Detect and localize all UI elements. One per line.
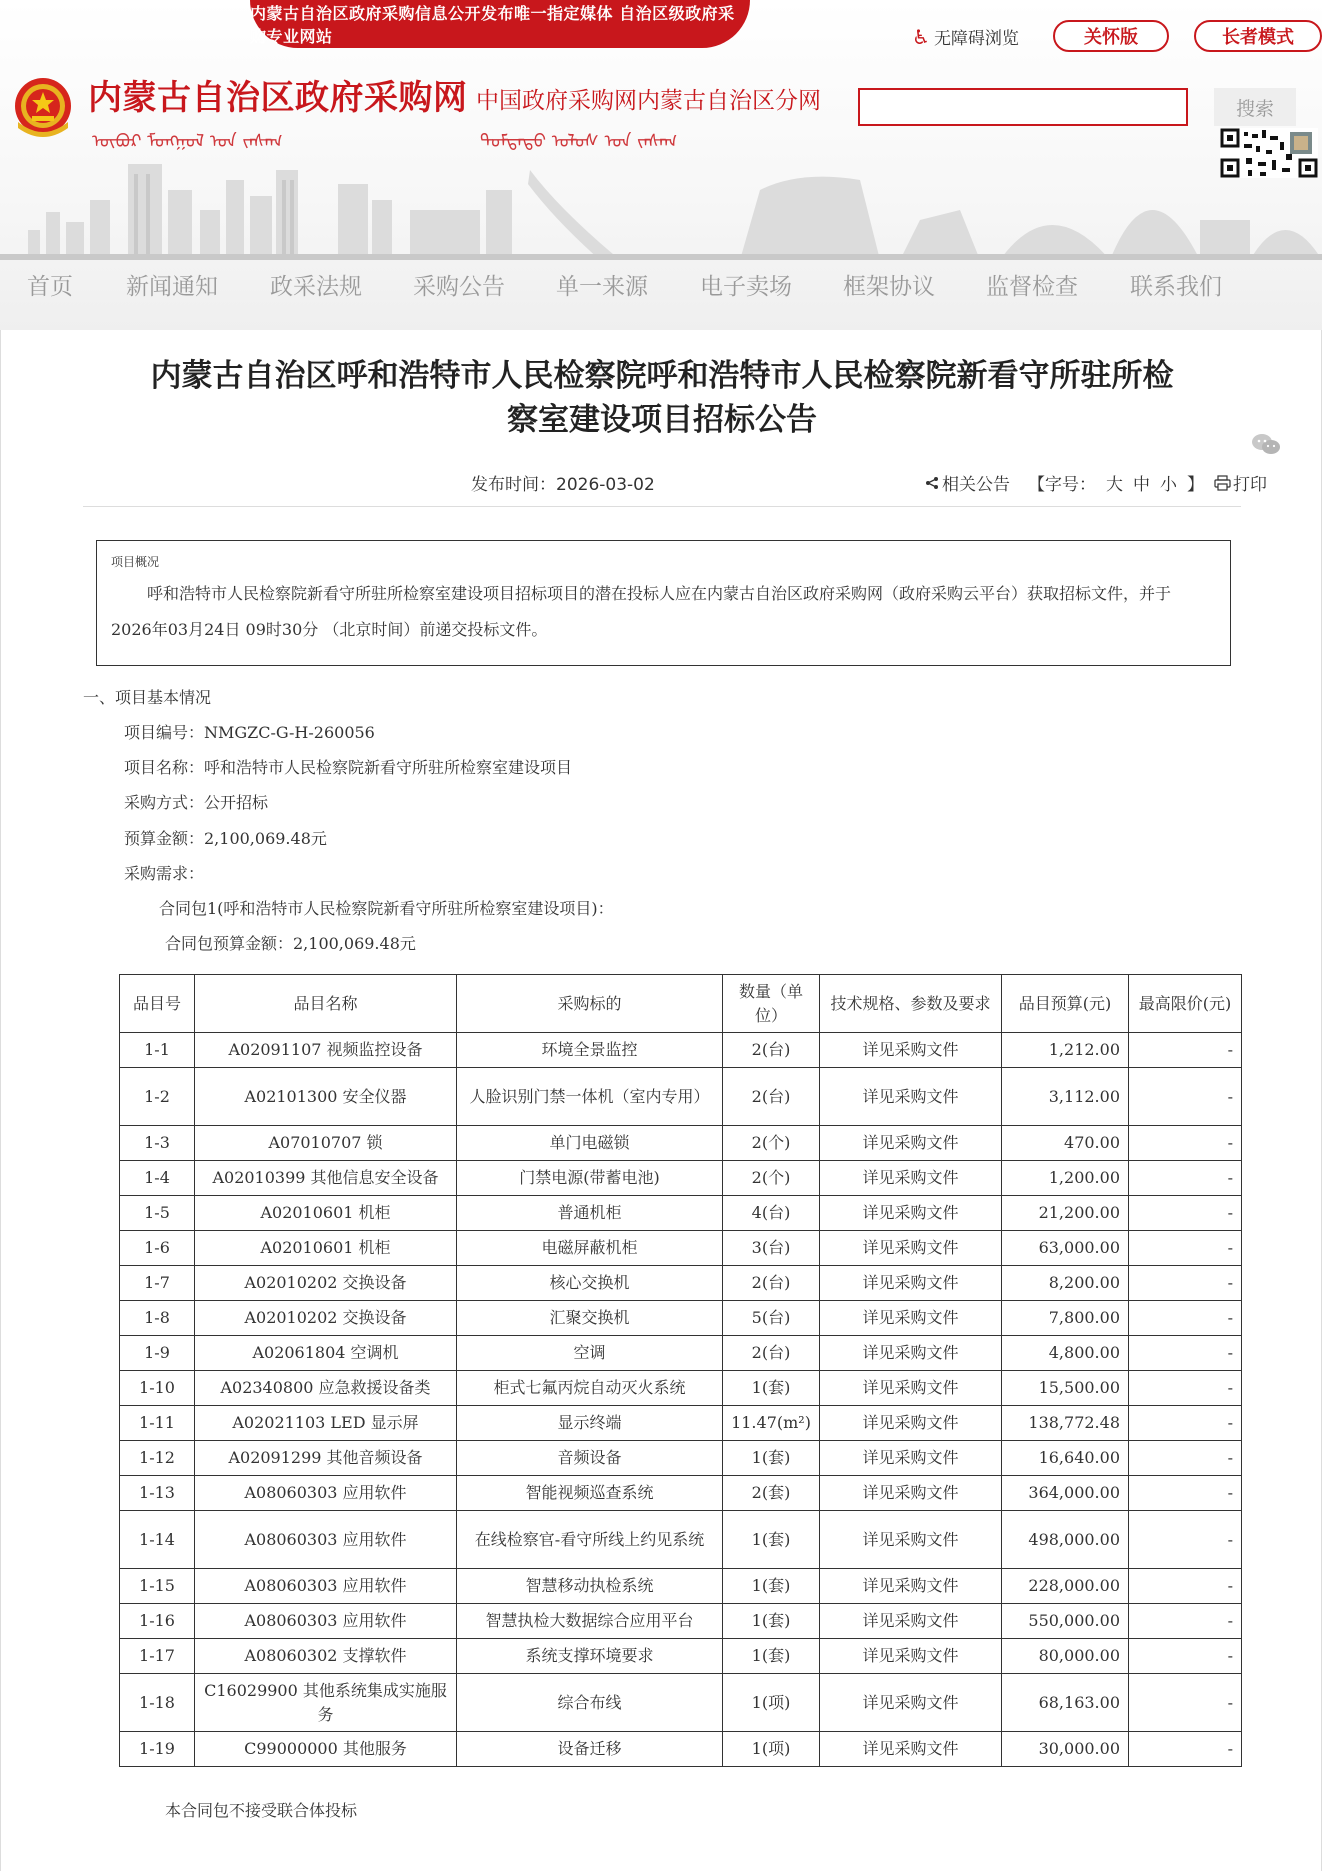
nav-framework[interactable]: 框架协议 [843, 273, 935, 300]
header-budget: 品目预算(元) [1002, 975, 1129, 1033]
cell-item-no: 1-2 [120, 1068, 195, 1126]
joint-bid-note: 本合同包不接受联合体投标 [165, 1801, 358, 1820]
title-divider [83, 506, 1241, 507]
cell-budget: 470.00 [1002, 1126, 1129, 1161]
cell-spec: 详见采购文件 [820, 1604, 1002, 1639]
cell-budget: 4,800.00 [1002, 1336, 1129, 1371]
cell-quantity: 1(套) [723, 1604, 820, 1639]
cell-item-name: C99000000 其他服务 [195, 1732, 457, 1767]
cell-item-no: 1-6 [120, 1231, 195, 1266]
project-number: 项目编号：NMGZC-G-H-260056 [124, 723, 375, 742]
cell-budget: 228,000.00 [1002, 1569, 1129, 1604]
cell-max-price: - [1129, 1441, 1242, 1476]
cell-target: 电磁屏蔽机柜 [457, 1231, 723, 1266]
cell-item-no: 1-18 [120, 1674, 195, 1732]
article-title-line2: 察室建设项目招标公告 [507, 402, 817, 438]
publish-time: 发布时间：2026-03-02 [471, 475, 655, 495]
cell-quantity: 5(台) [723, 1301, 820, 1336]
cell-item-name: A02101300 安全仪器 [195, 1068, 457, 1126]
nav-e-mall[interactable]: 电子卖场 [700, 273, 792, 300]
cell-max-price: - [1129, 1476, 1242, 1511]
cell-target: 智慧移动执检系统 [457, 1569, 723, 1604]
cell-item-no: 1-11 [120, 1406, 195, 1441]
cell-spec: 详见采购文件 [820, 1126, 1002, 1161]
header-item-no: 品目号 [120, 975, 195, 1033]
cell-target: 汇聚交换机 [457, 1301, 723, 1336]
cell-budget: 68,163.00 [1002, 1674, 1129, 1732]
cell-max-price: - [1129, 1301, 1242, 1336]
cell-spec: 详见采购文件 [820, 1371, 1002, 1406]
cell-item-no: 1-1 [120, 1033, 195, 1068]
cell-spec: 详见采购文件 [820, 1196, 1002, 1231]
table-row [120, 1068, 1242, 1126]
cell-target: 核心交换机 [457, 1266, 723, 1301]
cell-budget: 1,212.00 [1002, 1033, 1129, 1068]
table-row [120, 1674, 1242, 1732]
cell-item-no: 1-16 [120, 1604, 195, 1639]
table-row [120, 1126, 1242, 1161]
printer-icon [1214, 475, 1231, 491]
table-row [120, 1371, 1242, 1406]
nav-regulations[interactable]: 政采法规 [270, 273, 362, 300]
cell-spec: 详见采购文件 [820, 1732, 1002, 1767]
table-header-row [120, 975, 1242, 1033]
table-row [120, 1033, 1242, 1068]
cell-target: 普通机柜 [457, 1196, 723, 1231]
section-basic-info: 一、项目基本情况 [83, 688, 212, 707]
project-name: 项目名称：呼和浩特市人民检察院新看守所驻所检察室建设项目 [124, 758, 573, 777]
header-target: 采购标的 [457, 975, 723, 1033]
nav-single-source[interactable]: 单一来源 [556, 273, 648, 300]
cell-max-price: - [1129, 1126, 1242, 1161]
site-subtitle: 中国政府采购网内蒙古自治区分网 [476, 88, 821, 114]
main-nav [0, 262, 1322, 306]
cell-spec: 详见采购文件 [820, 1674, 1002, 1732]
top-banner: 内蒙古自治区政府采购信息公开发布唯一指定媒体 自治区级政府采购专业网站 [250, 0, 750, 48]
cell-quantity: 2(套) [723, 1476, 820, 1511]
table-row [120, 1266, 1242, 1301]
cell-quantity: 2(个) [723, 1161, 820, 1196]
header-item-name: 品目名称 [195, 975, 457, 1033]
cell-item-no: 1-3 [120, 1126, 195, 1161]
font-size-label: 【字号： [1028, 475, 1096, 495]
cell-item-name: C16029900 其他系统集成实施服务 [195, 1674, 457, 1732]
cell-quantity: 2(台) [723, 1266, 820, 1301]
print-label: 打印 [1233, 475, 1267, 495]
accessibility-link[interactable] [912, 24, 1019, 49]
cell-item-name: A07010707 锁 [195, 1126, 457, 1161]
cell-item-no: 1-14 [120, 1511, 195, 1569]
cell-item-name: A02021103 LED 显示屏 [195, 1406, 457, 1441]
cell-max-price: - [1129, 1371, 1242, 1406]
cell-quantity: 1(套) [723, 1511, 820, 1569]
nav-home[interactable]: 首页 [27, 273, 73, 300]
cell-max-price: - [1129, 1639, 1242, 1674]
cell-item-name: A02010399 其他信息安全设备 [195, 1161, 457, 1196]
cell-budget: 1,200.00 [1002, 1161, 1129, 1196]
table-row [120, 1732, 1242, 1767]
table-row [120, 1569, 1242, 1604]
cell-spec: 详见采购文件 [820, 1336, 1002, 1371]
cell-max-price: - [1129, 1266, 1242, 1301]
cell-quantity: 1(套) [723, 1371, 820, 1406]
summary-text: 呼和浩特市人民检察院新看守所驻所检察室建设项目招标项目的潜在投标人应在内蒙古自治区政府采购网（政府采购云平台）获取招标文件，并于 2026年03月24日 09时30分 （北京时间）前递交投标文件。 [111, 584, 1172, 639]
cell-quantity: 1(项) [723, 1674, 820, 1732]
cell-budget: 21,200.00 [1002, 1196, 1129, 1231]
cell-item-name: A02091299 其他音频设备 [195, 1441, 457, 1476]
cell-item-no: 1-7 [120, 1266, 195, 1301]
cell-item-name: A02010202 交换设备 [195, 1301, 457, 1336]
header-max-price: 最高限价(元) [1129, 975, 1242, 1033]
search-button[interactable]: 搜索 [1214, 88, 1296, 126]
cell-item-name: A08060302 支撑软件 [195, 1639, 457, 1674]
nav-supervision[interactable]: 监督检查 [986, 273, 1078, 300]
cell-item-no: 1-15 [120, 1569, 195, 1604]
accessibility-label: 无障碍浏览 [933, 29, 1019, 49]
summary-label: 项目概况 [111, 555, 160, 569]
procurement-items-table [119, 974, 1242, 1767]
cell-quantity: 2(台) [723, 1068, 820, 1126]
mongolian-title: ᠥᠪᠥᠷ ᠮᠣᠩᠭᠣᠯ ᠤᠨ ᠵᠠᠰᠠᠭ [92, 131, 283, 152]
cell-target: 环境全景监控 [457, 1033, 723, 1068]
cell-spec: 详见采购文件 [820, 1406, 1002, 1441]
cell-spec: 详见采购文件 [820, 1441, 1002, 1476]
cell-quantity: 1(套) [723, 1441, 820, 1476]
cell-target: 显示终端 [457, 1406, 723, 1441]
nav-news[interactable]: 新闻通知 [126, 273, 218, 300]
table-row [120, 1441, 1242, 1476]
cell-item-name: A08060303 应用软件 [195, 1569, 457, 1604]
print-link[interactable] [1214, 470, 1267, 495]
table-row [120, 1604, 1242, 1639]
procurement-demand: 采购需求： [124, 864, 205, 883]
cell-max-price: - [1129, 1161, 1242, 1196]
header-quantity: 数量（单位） [723, 975, 820, 1033]
cell-item-name: A02010601 机柜 [195, 1196, 457, 1231]
cell-item-no: 1-5 [120, 1196, 195, 1231]
cell-target: 在线检察官-看守所线上约见系统 [457, 1511, 723, 1569]
national-emblem-icon [10, 72, 76, 142]
share-icon [925, 476, 939, 490]
cell-quantity: 3(台) [723, 1231, 820, 1266]
cell-budget: 550,000.00 [1002, 1604, 1129, 1639]
cell-quantity: 1(套) [723, 1569, 820, 1604]
cell-budget: 8,200.00 [1002, 1266, 1129, 1301]
table-row [120, 1301, 1242, 1336]
cell-item-name: A08060303 应用软件 [195, 1604, 457, 1639]
cell-item-name: A02010601 机柜 [195, 1231, 457, 1266]
cell-budget: 364,000.00 [1002, 1476, 1129, 1511]
cell-target: 空调 [457, 1336, 723, 1371]
contract-package: 合同包1(呼和浩特市人民检察院新看守所驻所检察室建设项目)： [159, 899, 614, 918]
cell-budget: 16,640.00 [1002, 1441, 1129, 1476]
cell-item-name: A02061804 空调机 [195, 1336, 457, 1371]
cell-quantity: 2(台) [723, 1336, 820, 1371]
cell-max-price: - [1129, 1732, 1242, 1767]
cell-spec: 详见采购文件 [820, 1301, 1002, 1336]
cell-target: 智慧执检大数据综合应用平台 [457, 1604, 723, 1639]
wheelchair-icon: ♿ [912, 24, 930, 49]
city-skyline-decoration [0, 150, 1322, 260]
cell-target: 音频设备 [457, 1441, 723, 1476]
article-container [0, 330, 1322, 1871]
cell-quantity: 1(套) [723, 1639, 820, 1674]
cell-budget: 7,800.00 [1002, 1301, 1129, 1336]
project-summary-box [96, 540, 1231, 666]
search-input[interactable] [858, 88, 1188, 126]
cell-target: 设备迁移 [457, 1732, 723, 1767]
cell-target: 综合布线 [457, 1674, 723, 1732]
cell-spec: 详见采购文件 [820, 1033, 1002, 1068]
article-tools [925, 470, 1267, 495]
cell-target: 系统支撑环境要求 [457, 1639, 723, 1674]
related-label: 相关公告 [942, 475, 1010, 495]
cell-max-price: - [1129, 1604, 1242, 1639]
font-size-small[interactable]: 小 [1160, 475, 1177, 495]
table-row [120, 1336, 1242, 1371]
cell-item-no: 1-8 [120, 1301, 195, 1336]
table-row [120, 1511, 1242, 1569]
cell-max-price: - [1129, 1068, 1242, 1126]
table-row [120, 1196, 1242, 1231]
cell-spec: 详见采购文件 [820, 1511, 1002, 1569]
cell-item-no: 1-10 [120, 1371, 195, 1406]
table-row [120, 1476, 1242, 1511]
cell-max-price: - [1129, 1511, 1242, 1569]
cell-item-name: A02091107 视频监控设备 [195, 1033, 457, 1068]
cell-spec: 详见采购文件 [820, 1068, 1002, 1126]
mongolian-subtitle: ᠳᠤᠮᠳᠠᠳᠤ ᠤᠯᠤᠰ ᠤᠨ ᠵᠠᠰᠠᠭ [480, 131, 678, 152]
cell-quantity: 4(台) [723, 1196, 820, 1231]
cell-item-no: 1-12 [120, 1441, 195, 1476]
table-row [120, 1639, 1242, 1674]
cell-target: 门禁电源(带蓄电池) [457, 1161, 723, 1196]
cell-target: 单门电磁锁 [457, 1126, 723, 1161]
cell-max-price: - [1129, 1406, 1242, 1441]
nav-announcements[interactable]: 采购公告 [413, 273, 505, 300]
cell-item-name: A08060303 应用软件 [195, 1476, 457, 1511]
cell-spec: 详见采购文件 [820, 1639, 1002, 1674]
cell-quantity: 2(台) [723, 1033, 820, 1068]
table-row [120, 1231, 1242, 1266]
cell-budget: 30,000.00 [1002, 1732, 1129, 1767]
cell-item-no: 1-4 [120, 1161, 195, 1196]
cell-quantity: 2(个) [723, 1126, 820, 1161]
cell-spec: 详见采购文件 [820, 1231, 1002, 1266]
table-row [120, 1161, 1242, 1196]
cell-spec: 详见采购文件 [820, 1161, 1002, 1196]
care-mode-button[interactable]: 关怀版 [1053, 20, 1169, 52]
cell-budget: 138,772.48 [1002, 1406, 1129, 1441]
cell-quantity: 11.47(m²) [723, 1406, 820, 1441]
cell-item-name: A02010202 交换设备 [195, 1266, 457, 1301]
article-title-line1: 内蒙古自治区呼和浩特市人民检察院呼和浩特市人民检察院新看守所驻所检 [150, 358, 1174, 394]
cell-quantity: 1(项) [723, 1732, 820, 1767]
cell-target: 人脸识别门禁一体机（室内专用） [457, 1068, 723, 1126]
cell-budget: 63,000.00 [1002, 1231, 1129, 1266]
cell-item-no: 1-9 [120, 1336, 195, 1371]
cell-budget: 498,000.00 [1002, 1511, 1129, 1569]
font-size-end: 】 [1187, 475, 1204, 495]
cell-item-no: 1-19 [120, 1732, 195, 1767]
cell-budget: 80,000.00 [1002, 1639, 1129, 1674]
wechat-share-icon[interactable] [1251, 432, 1281, 456]
budget-amount: 预算金额：2,100,069.48元 [124, 829, 327, 848]
related-announcements-link[interactable] [925, 470, 1010, 495]
header-spec: 技术规格、参数及要求 [820, 975, 1002, 1033]
article-title [121, 354, 1203, 442]
cell-max-price: - [1129, 1569, 1242, 1604]
font-size-big[interactable]: 大 [1106, 475, 1123, 495]
site-title[interactable]: 内蒙古自治区政府采购网 [88, 78, 468, 118]
cell-max-price: - [1129, 1196, 1242, 1231]
table-row [120, 1406, 1242, 1441]
font-size-medium[interactable]: 中 [1133, 475, 1150, 495]
cell-budget: 3,112.00 [1002, 1068, 1129, 1126]
cell-item-no: 1-17 [120, 1639, 195, 1674]
cell-spec: 详见采购文件 [820, 1569, 1002, 1604]
cell-max-price: - [1129, 1231, 1242, 1266]
cell-item-name: A02340800 应急救援设备类 [195, 1371, 457, 1406]
procurement-method: 采购方式：公开招标 [124, 793, 269, 812]
cell-max-price: - [1129, 1033, 1242, 1068]
cell-item-no: 1-13 [120, 1476, 195, 1511]
cell-target: 柜式七氟丙烷自动灭火系统 [457, 1371, 723, 1406]
cell-budget: 15,500.00 [1002, 1371, 1129, 1406]
cell-spec: 详见采购文件 [820, 1266, 1002, 1301]
site-header [0, 0, 1322, 330]
cell-max-price: - [1129, 1674, 1242, 1732]
elder-mode-button[interactable]: 长者模式 [1194, 20, 1322, 52]
cell-spec: 详见采购文件 [820, 1476, 1002, 1511]
package-budget: 合同包预算金额：2,100,069.48元 [165, 934, 416, 953]
nav-contact[interactable]: 联系我们 [1130, 273, 1222, 300]
cell-item-name: A08060303 应用软件 [195, 1511, 457, 1569]
cell-target: 智能视频巡查系统 [457, 1476, 723, 1511]
cell-max-price: - [1129, 1336, 1242, 1371]
